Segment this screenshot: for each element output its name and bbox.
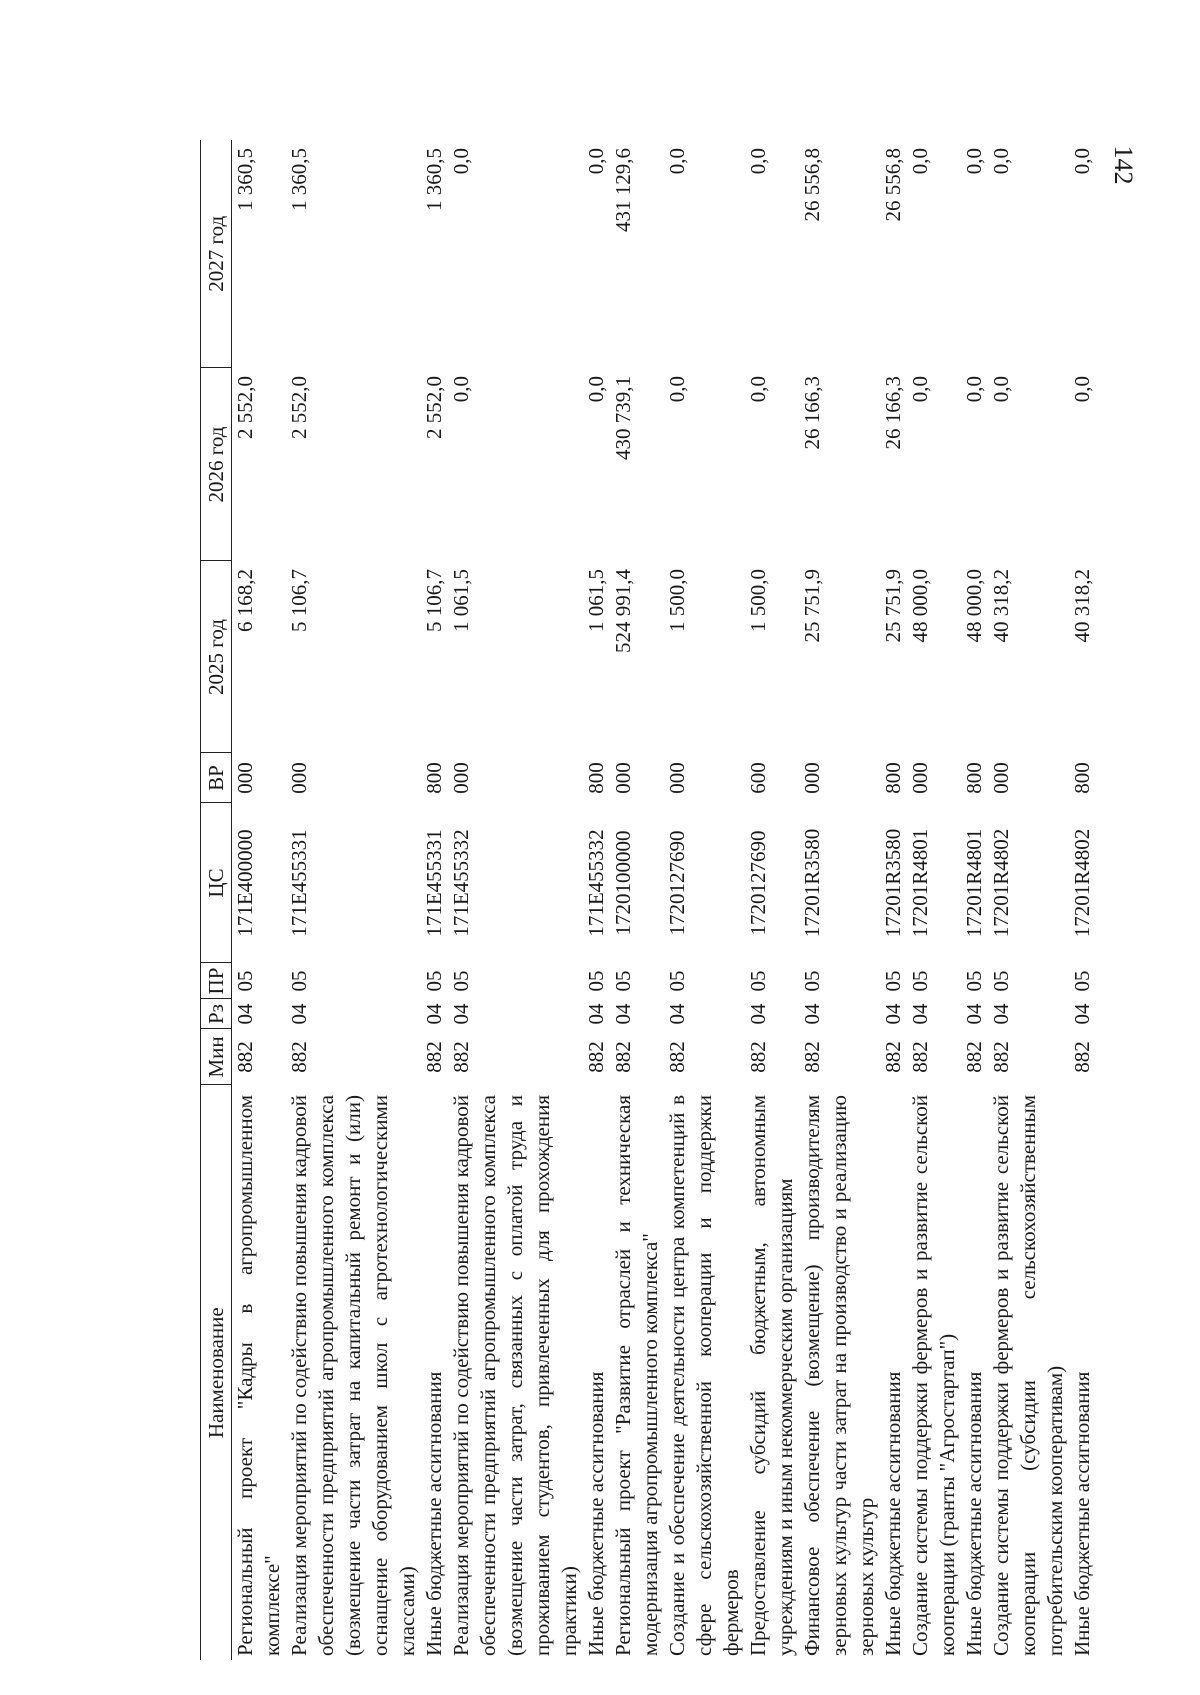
row-vr: 800 [962, 762, 986, 794]
row-pr: 05 [962, 970, 986, 992]
header-2027: 2027 год [201, 140, 232, 368]
row-min: 882 [746, 1041, 770, 1073]
table-row [961, 140, 988, 1660]
row-cs: 1720127690 [665, 830, 689, 936]
row-vr: 800 [584, 762, 608, 794]
row-rz: 04 [908, 1003, 932, 1025]
row-2027: 1 360,5 [287, 148, 311, 211]
table-row [448, 140, 583, 1660]
row-min: 882 [611, 1041, 635, 1073]
row-pr: 05 [1070, 970, 1094, 992]
row-vr: 000 [989, 762, 1013, 794]
row-2027: 1 360,5 [233, 148, 257, 211]
row-name: Иные бюджетные ассигнования [422, 1371, 446, 1656]
row-min: 882 [1070, 1041, 1094, 1073]
row-name: Предоставление субсидий бюджетным, автономным учреждениям и иным некоммерческим организациям [746, 1095, 797, 1656]
row-min: 882 [989, 1041, 1013, 1073]
row-min: 882 [962, 1041, 986, 1073]
row-2026: 0,0 [908, 376, 932, 403]
row-rz: 04 [584, 1003, 608, 1025]
row-rz: 04 [746, 1003, 770, 1025]
row-2025: 25 751,9 [800, 569, 824, 643]
row-name: Создание системы поддержки фермеров и развитие сельской кооперации (гранты "Агростартап") [908, 1095, 959, 1656]
row-name: Реализация мероприятий по содействию повышения кадровой обеспеченности предприятий агропромышленного комплекса (возмещение части затрат на капитальный ремонт и (или) оснащение оборудованием школ с агротехнологическими классами) [287, 1095, 419, 1656]
row-cs: 17201R3580 [881, 828, 905, 938]
row-min: 882 [287, 1041, 311, 1073]
row-rz: 04 [449, 1003, 473, 1025]
row-2026: 0,0 [449, 376, 473, 403]
row-pr: 05 [665, 970, 689, 992]
row-2025: 48 000,0 [908, 569, 932, 643]
row-2025: 25 751,9 [881, 569, 905, 643]
row-2027: 26 556,8 [881, 148, 905, 222]
row-cs: 1720127690 [746, 830, 770, 936]
row-2025: 5 106,7 [422, 569, 446, 632]
row-cs: 1720100000 [611, 830, 635, 936]
row-2026: 0,0 [962, 376, 986, 403]
row-min: 882 [881, 1041, 905, 1073]
row-name: Создание системы поддержки фермеров и развитие сельской кооперации (субсидии сельскохозяйственным потребительским кооперативам) [989, 1095, 1067, 1656]
row-2027: 0,0 [908, 148, 932, 175]
row-vr: 800 [422, 762, 446, 794]
table-row [610, 140, 664, 1660]
row-cs: 171Е455331 [287, 829, 311, 937]
row-vr: 000 [449, 762, 473, 794]
row-2026: 2 552,0 [287, 376, 311, 439]
row-2027: 431 129,6 [611, 148, 635, 232]
row-2025: 1 061,5 [584, 569, 608, 632]
row-cs: 171Е455332 [584, 829, 608, 937]
row-2026: 0,0 [989, 376, 1013, 403]
row-vr: 000 [908, 762, 932, 794]
table-header [201, 140, 232, 1660]
row-2026: 0,0 [584, 376, 608, 403]
row-name: Финансовое обеспечение (возмещение) производителям зерновых культур части затрат на производство и реализацию зерновых культур [800, 1095, 878, 1656]
header-cs: ЦС [201, 803, 232, 963]
row-cs: 171Е455331 [422, 829, 446, 937]
row-cs: 171Е400000 [233, 829, 257, 937]
row-min: 882 [233, 1041, 257, 1073]
row-rz: 04 [665, 1003, 689, 1025]
row-2025: 1 061,5 [449, 569, 473, 632]
row-2026: 26 166,3 [800, 376, 824, 450]
row-pr: 05 [287, 970, 311, 992]
row-rz: 04 [287, 1003, 311, 1025]
row-name: Иные бюджетные ассигнования [881, 1371, 905, 1656]
row-vr: 600 [746, 762, 770, 794]
row-vr: 000 [800, 762, 824, 794]
row-2025: 40 318,2 [989, 569, 1013, 643]
row-cs: 17201R4802 [989, 828, 1013, 938]
row-pr: 05 [989, 970, 1013, 992]
row-name: Иные бюджетные ассигнования [1070, 1371, 1094, 1656]
table-row [421, 140, 448, 1660]
header-row [201, 140, 232, 1660]
header-2025: 2025 год [201, 561, 232, 753]
row-2026: 0,0 [665, 376, 689, 403]
row-min: 882 [800, 1041, 824, 1073]
row-pr: 05 [881, 970, 905, 992]
table-row [232, 140, 287, 1660]
row-rz: 04 [800, 1003, 824, 1025]
row-rz: 04 [962, 1003, 986, 1025]
row-2026: 2 552,0 [233, 376, 257, 439]
table-row [664, 140, 745, 1660]
row-name: Иные бюджетные ассигнования [962, 1371, 986, 1656]
row-2025: 48 000,0 [962, 569, 986, 643]
row-vr: 800 [881, 762, 905, 794]
table-row [988, 140, 1069, 1660]
row-2027: 0,0 [746, 148, 770, 175]
row-2025: 524 991,4 [611, 569, 635, 653]
row-2027: 26 556,8 [800, 148, 824, 222]
header-2026: 2026 год [201, 368, 232, 561]
row-2027: 0,0 [962, 148, 986, 175]
row-cs: 17201R4802 [1070, 828, 1094, 938]
row-vr: 800 [1070, 762, 1094, 794]
header-pr: ПР [201, 963, 232, 999]
row-rz: 04 [422, 1003, 446, 1025]
row-cs: 17201R3580 [800, 828, 824, 938]
row-2027: 1 360,5 [422, 148, 446, 211]
budget-table [200, 140, 1096, 1660]
row-name: Создание и обеспечение деятельности центра компетенций в сфере сельскохозяйственной кооперации и поддержки фермеров [665, 1095, 743, 1656]
row-2026: 2 552,0 [422, 376, 446, 439]
row-vr: 000 [611, 762, 635, 794]
row-rz: 04 [881, 1003, 905, 1025]
table-row [1069, 140, 1096, 1660]
header-rz: Рз [201, 999, 232, 1029]
row-2027: 0,0 [989, 148, 1013, 175]
row-vr: 000 [287, 762, 311, 794]
row-rz: 04 [611, 1003, 635, 1025]
row-pr: 05 [449, 970, 473, 992]
row-rz: 04 [233, 1003, 257, 1025]
table-row [799, 140, 880, 1660]
row-vr: 000 [665, 762, 689, 794]
row-name: Региональный проект "Развитие отраслей и техническая модернизация агропромышленного комплекса" [611, 1095, 662, 1656]
row-2025: 40 318,2 [1070, 569, 1094, 643]
row-cs: 171Е455332 [449, 829, 473, 937]
table-row [745, 140, 799, 1660]
header-name: Наименование [201, 1085, 232, 1660]
rotated-table-container [200, 140, 1094, 1660]
header-min: Мин [201, 1029, 232, 1085]
row-min: 882 [449, 1041, 473, 1073]
row-2027: 0,0 [1070, 148, 1094, 175]
row-pr: 05 [422, 970, 446, 992]
row-2027: 0,0 [449, 148, 473, 175]
page-number: 142 [1109, 145, 1138, 185]
table-row [880, 140, 907, 1660]
row-vr: 000 [233, 762, 257, 794]
row-name: Иные бюджетные ассигнования [584, 1371, 608, 1656]
row-2026: 26 166,3 [881, 376, 905, 450]
header-vr: ВР [201, 753, 232, 803]
row-2027: 0,0 [584, 148, 608, 175]
table-row [907, 140, 961, 1660]
row-pr: 05 [746, 970, 770, 992]
row-2026: 0,0 [1070, 376, 1094, 403]
row-2026: 0,0 [746, 376, 770, 403]
table-row [286, 140, 421, 1660]
row-pr: 05 [908, 970, 932, 992]
row-min: 882 [665, 1041, 689, 1073]
row-pr: 05 [611, 970, 635, 992]
row-rz: 04 [989, 1003, 1013, 1025]
row-min: 882 [422, 1041, 446, 1073]
row-cs: 17201R4801 [962, 828, 986, 938]
row-pr: 05 [584, 970, 608, 992]
row-rz: 04 [1070, 1003, 1094, 1025]
row-2027: 0,0 [665, 148, 689, 175]
row-name: Реализация мероприятий по содействию повышения кадровой обеспеченности предприятий агропромышленного комплекса (возмещение части затрат, связанных с оплатой труда и проживанием студентов, привлеченных для прохождения практики) [449, 1095, 581, 1656]
row-pr: 05 [800, 970, 824, 992]
row-min: 882 [584, 1041, 608, 1073]
table-row [583, 140, 610, 1660]
table-body [232, 140, 1097, 1660]
row-2025: 6 168,2 [233, 569, 257, 632]
row-2025: 1 500,0 [665, 569, 689, 632]
row-min: 882 [908, 1041, 932, 1073]
row-2025: 5 106,7 [287, 569, 311, 632]
row-pr: 05 [233, 970, 257, 992]
row-cs: 17201R4801 [908, 828, 932, 938]
row-2025: 1 500,0 [746, 569, 770, 632]
row-name: Региональный проект "Кадры в агропромышленном комплексе" [233, 1095, 284, 1656]
row-2026: 430 739,1 [611, 376, 635, 460]
